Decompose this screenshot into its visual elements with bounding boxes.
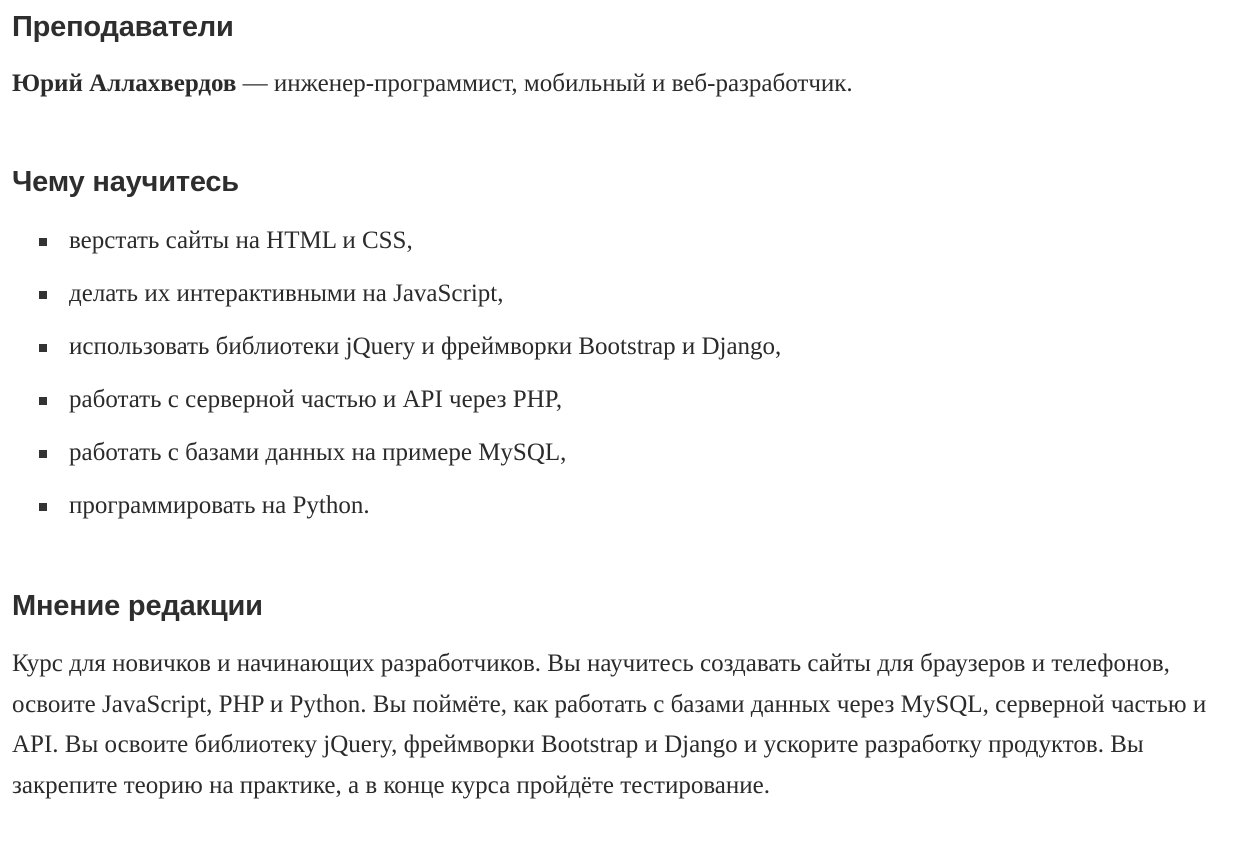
teacher-name: Юрий Аллахвердов: [12, 70, 237, 97]
list-item-text: программировать на Python.: [69, 492, 370, 519]
list-item: [12, 489, 781, 542]
list-item-text: работать с серверной частью и API через PHP,: [69, 386, 563, 413]
square-bullet-icon: [39, 238, 47, 246]
list-item: [12, 277, 781, 330]
list-item: [12, 330, 781, 383]
square-bullet-icon: [39, 344, 47, 352]
list-item: [12, 224, 781, 277]
list-item-text: верстать сайты на HTML и CSS,: [69, 227, 413, 254]
teacher-info: [12, 67, 853, 101]
learn-list: [12, 224, 781, 542]
teacher-description: — инженер-программист, мобильный и веб-разработчик.: [236, 70, 853, 97]
teachers-heading: Преподаватели: [12, 11, 234, 43]
list-item-text: делать их интерактивными на JavaScript,: [69, 280, 504, 307]
editorial-opinion-text: Курс для новичков и начинающих разработчиков. Вы научитесь создавать сайты для браузеров и телефонов, освоите JavaScript, PHP и Python. Вы поймёте, как работать с базами данных через MySQL, серверной частью и API. Вы освоите библиотеку jQuery, фреймворки Bootstrap и Django и ускорите разработку продуктов. Вы закрепите теорию на практике, а в конце курса пройдёте тестирование.: [12, 650, 1207, 799]
list-item-text: работать с базами данных на примере MySQL,: [69, 439, 567, 466]
square-bullet-icon: [39, 503, 47, 511]
square-bullet-icon: [39, 397, 47, 405]
square-bullet-icon: [39, 450, 47, 458]
square-bullet-icon: [39, 291, 47, 299]
list-item: [12, 436, 781, 489]
editorial-opinion-heading: Мнение редакции: [12, 590, 263, 622]
list-item: [12, 383, 781, 436]
learn-heading: Чему научитесь: [12, 166, 239, 198]
list-item-text: использовать библиотеки jQuery и фреймворки Bootstrap и Django,: [69, 333, 782, 360]
